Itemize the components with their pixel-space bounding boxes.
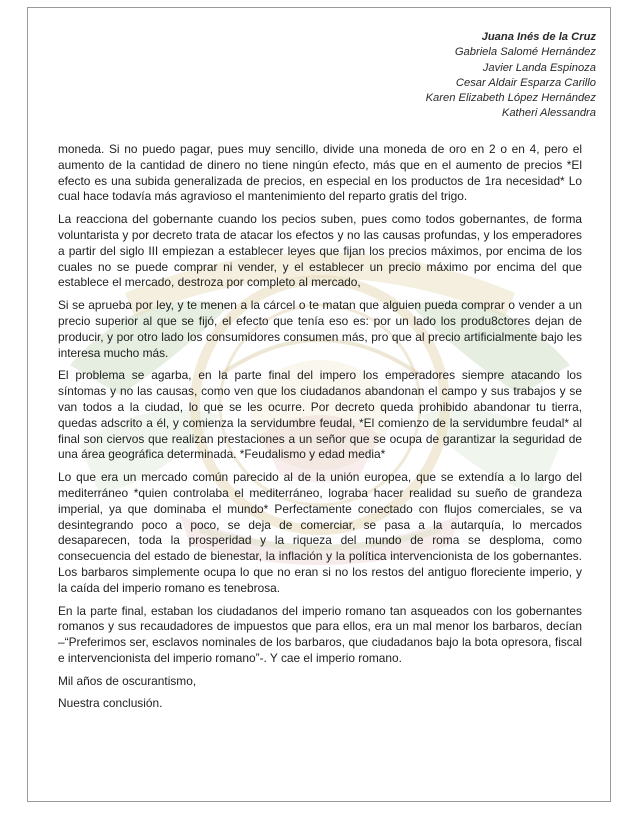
document-body: [58, 142, 582, 717]
paragraph: Si se aprueba por ley, y te menen a la cárcel o te matan que alguien pueda comprar o vender a un precio superior al que se fijó, el efecto que tenía eso es: por un lado los produ8ctores dejan de producir, y por otro lado los consumidores consumen más, pro que al precio artificialmente bajo les interesa mucho más.: [58, 298, 582, 360]
paragraph: Lo que era un mercado común parecido al de la unión europea, que se extendía a lo largo del mediterráneo *quien controlaba el mediterráneo, lograba hacer realidad su sueño de grandeza imperial, ya que dominaba el mundo* Perfectamente conectado con flujos comerciales, se va desintegrando poco a poco, se deja de comerciar, se pasa a la autarquía, lo mercados desaparecen, toda la prosperidad y la riqueza del mundo de roma se desploma, como consecuencia del estado de bienestar, la inflación y la política intervencionista de los gobernantes. Los barbaros simplemente ocupa lo que no eran si no los restos del antiguo floreciente imperio, y la caída del imperio romano es tenebrosa.: [58, 470, 582, 595]
author-name: Katheri Alessandra: [501, 107, 596, 120]
paragraph: El problema se agarba, en la parte final del impero los emperadores siempre atacando los síntomas y no las causas, como ven que los ciudadanos abandonan el campo y sus trabajos y se van todos a la ciudad, lo que se les ocurre. Por decreto queda prohibido abandonar tu tierra, quedas adscrito a él, y comienza la servidumbre feudal, *El comienzo de la servidumbre feudal* al final son ciervos que realizan prestaciones a un señor que se ocupa de garantizar la seguridad de una área geográfica determinada. *Feudalismo y edad media*: [58, 368, 582, 462]
author-name: Cesar Aldair Esparza Carillo: [455, 76, 596, 89]
author-name: Karen Elizabeth López Hernández: [425, 92, 596, 105]
closing-line: Nuestra conclusión.: [58, 695, 163, 710]
authors-block: [426, 30, 596, 122]
paragraph: La reacciona del gobernante cuando los pecios suben, pues como todos gobernantes, de forma voluntarista y por decreto trata de atacar los efectos y no las causas profundas, y los emperadores a partir del siglo III empiezan a establecer leyes que fijan los precios máximos, por encima de los cuales no se puede comprar ni vender, y el establecer un precio máximo por encima del que establece el mercado, destroza por completo al mercado,: [58, 212, 582, 290]
author-lead: Juana Inés de la Cruz: [481, 31, 596, 43]
closing-line: Mil años de oscurantismo,: [58, 673, 197, 688]
author-name: Gabriela Salomé Hernández: [454, 46, 596, 59]
paragraph: moneda. Si no puedo pagar, pues muy sencillo, divide una moneda de oro en 2 o en 4, pero el aumento de la cantidad de dinero no tiene ningún efecto, más que en el aumento de precios *El efecto es una subida generalizada de precios, en especial en los productos de 1ra necesidad* Lo cual hace todavía más agravioso el mantenimiento del reparto gratis del trigo.: [58, 142, 582, 204]
paragraph: En la parte final, estaban los ciudadanos del imperio romano tan asqueados con los gobernantes romanos y sus recaudadores de impuestos que para ellos, era un mal menor los barbaros, decían –“Preferimos ser, esclavos nominales de los barbaros, que ciudadanos bajo la bota opresora, fiscal e intervencionista del imperio romano”-. Y cae el imperio romano.: [58, 603, 582, 665]
author-name: Javier Landa Espinoza: [482, 61, 596, 74]
